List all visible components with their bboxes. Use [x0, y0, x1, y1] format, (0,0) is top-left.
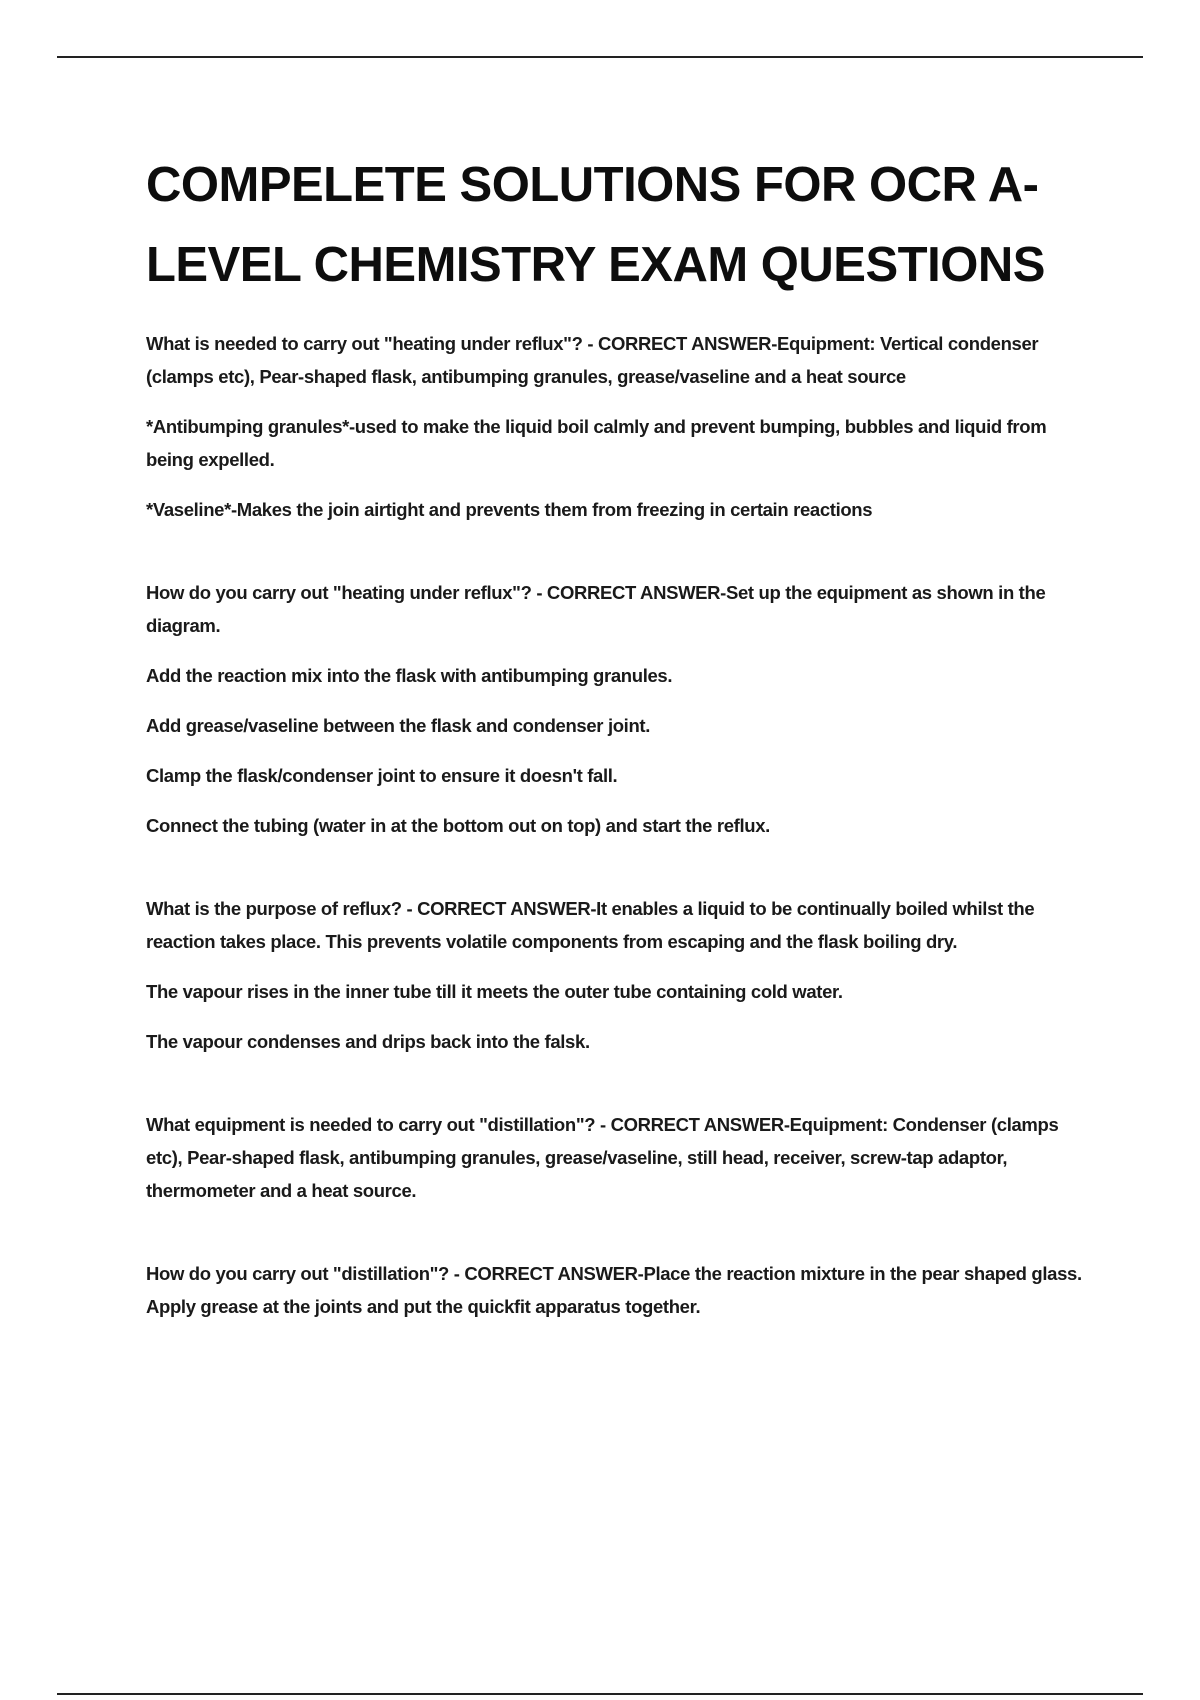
answer-step: Clamp the flask/condenser joint to ensure it doesn't fall.: [146, 765, 618, 786]
question-answer: How do you carry out "heating under reflux"? - CORRECT ANSWER-Set up the equipment as shown in the diagram.: [146, 582, 1046, 636]
answer-step: Add the reaction mix into the flask with antibumping granules.: [146, 665, 673, 686]
qa-block-reflux-equipment: [146, 327, 1091, 526]
question-answer: What is the purpose of reflux? - CORRECT ANSWER-It enables a liquid to be continually boiled whilst the reaction takes place. This prevents volatile components from escaping and the flask boiling dry.: [146, 898, 1035, 952]
top-rule: [57, 56, 1143, 58]
question-answer: What is needed to carry out "heating under reflux"? - CORRECT ANSWER-Equipment: Vertical condenser (clamps etc), Pear-shaped flask, antibumping granules, grease/vaseline and a heat source: [146, 333, 1039, 387]
qa-block-distillation-equipment: [146, 1108, 1091, 1207]
qa-block-distillation-method: [146, 1257, 1091, 1323]
answer-step: Add grease/vaseline between the flask and condenser joint.: [146, 715, 651, 736]
question-answer: What equipment is needed to carry out "distillation"? - CORRECT ANSWER-Equipment: Condenser (clamps etc), Pear-shaped flask, antibumping granules, grease/vaseline, still head, receiver, screw-tap adaptor, thermometer and a heat source.: [146, 1114, 1059, 1201]
answer-detail: The vapour rises in the inner tube till it meets the outer tube containing cold water.: [146, 981, 843, 1002]
document-body: [146, 145, 1091, 1373]
question-answer: How do you carry out "distillation"? - CORRECT ANSWER-Place the reaction mixture in the pear shaped glass. Apply grease at the joints and put the quickfit apparatus together.: [146, 1263, 1082, 1317]
answer-detail: *Antibumping granules*-used to make the liquid boil calmly and prevent bumping, bubbles and liquid from being expelled.: [146, 416, 1047, 470]
bottom-rule: [57, 1693, 1143, 1695]
qa-list: [146, 327, 1091, 1323]
document-title: COMPELETE SOLUTIONS FOR OCR A-LEVEL CHEMISTRY EXAM QUESTIONS: [146, 158, 1045, 292]
answer-step: Connect the tubing (water in at the bottom out on top) and start the reflux.: [146, 815, 770, 836]
answer-detail: *Vaseline*-Makes the join airtight and prevents them from freezing in certain reactions: [146, 499, 873, 520]
qa-block-reflux-purpose: [146, 892, 1091, 1058]
answer-detail: The vapour condenses and drips back into the falsk.: [146, 1031, 590, 1052]
qa-block-reflux-method: [146, 576, 1091, 842]
